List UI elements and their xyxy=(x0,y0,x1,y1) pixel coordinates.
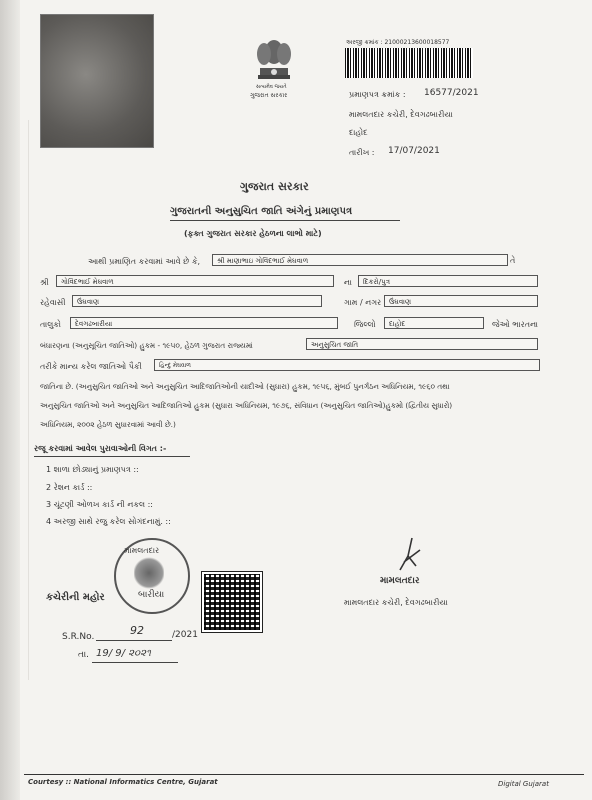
seal-place: બારીયા xyxy=(138,590,165,600)
application-serial: અરજી ક્રમાંક : 21000213600018577 xyxy=(346,39,450,46)
documents-heading: રજૂ કરવામાં આવેલ પુરાવાઓની વિગત :- xyxy=(34,444,167,453)
page-fold-shadow xyxy=(0,0,20,800)
village-label: ગામ / નગર xyxy=(344,298,382,307)
documents-heading-underline xyxy=(34,456,190,457)
relation-field: દિકરો/પુત્ર xyxy=(358,275,538,287)
gov-title: ગુજરાત સરકાર xyxy=(240,180,309,193)
footer-divider xyxy=(24,774,584,775)
shri-label: શ્રી xyxy=(40,278,49,287)
cert-no: 16577/2021 xyxy=(424,88,479,98)
issue-date-label: તારીખ : xyxy=(349,148,375,157)
srno-value: 92 xyxy=(130,624,144,637)
taluka-field: દેવગઢબારીયા xyxy=(70,317,338,329)
document-item: 3 ચૂંટણી ઓળખ કાર્ડ ની નકલ :: xyxy=(46,500,153,509)
national-emblem-icon xyxy=(246,28,302,84)
title-underline xyxy=(170,220,400,221)
applicant-name-field: ગોવિંદભાઈ મેઘવાળ xyxy=(56,275,334,287)
seal-text: મામલતદાર xyxy=(124,546,160,555)
document-item: 2 રેશન કાર્ડ :: xyxy=(46,483,93,492)
village-field: ઉંઘવાણ xyxy=(72,295,322,307)
document-item: 4 અરજી સાથે રજુ કરેલ સોગંદનામું. :: xyxy=(46,517,171,526)
brand-text: Digital Gujarat xyxy=(498,780,549,788)
legal-para-line-2: અનુસુચિત જાતિઓ અને અનુસુચિત આદિજાતિઓ હુકમ (સુધારા અધિનિયમ, ૧૯૭૬, સંવિધાન (અનુસુચિત જાતિઓ)હુકમો (દ્વિતીય સુધારો) xyxy=(40,401,453,410)
recognized-text: તરીકે માન્ય કરેલ જાતિઓ પૈકી xyxy=(40,362,142,371)
resident-label: રહેવાસી xyxy=(40,298,66,307)
cert-no-label: પ્રમાણપત્ર ક્રમાંક : xyxy=(349,90,406,99)
applicant-photo xyxy=(40,14,154,148)
district-label: જિલ્લો xyxy=(354,320,376,329)
stamp-date: 19/ 9/ ૨૦૨૧ xyxy=(96,648,151,659)
line1-end: તે xyxy=(510,256,516,265)
legal-para-line-1: જાતિના છે. (અનુસુચિત જાતિઓ અને અનુસુચિત આદિજાતિઓની યાદીઓ (સુધારા) હુકમ, ૧૯૫૬, મુંબઈ પુનર્ગઠન અધિનિયમ, ૧૯૬૦ તથા xyxy=(40,382,450,391)
caste-field: હિન્દુ મેઘવાળ xyxy=(154,359,540,371)
seal-emblem-icon xyxy=(134,556,164,590)
legal-para-line-3: અધિનિયમ, ૨૦૦૨ હેઠળ સુધારવામાં આવી છે.) xyxy=(40,420,176,429)
office-seal-label: કચેરીની મહોર xyxy=(46,592,105,603)
fold-line xyxy=(28,120,29,680)
signatory-office: મામલતદાર કચેરી, દેવગઢબારીયા xyxy=(344,598,448,607)
issuing-office: મામલતદાર કચેરી, દેવગઢબારીયા xyxy=(349,110,453,119)
india-text: જેઓ ભારતના xyxy=(492,320,539,329)
relation-label: ના xyxy=(344,278,352,287)
certificate-title: ગુજરાતની અનુસુચિત જાતિ અંગેનું પ્રમાણપત્ર xyxy=(170,206,353,217)
srno-label: S.R.No. xyxy=(62,632,95,642)
emblem-caption: સત્યમેવ જયતે xyxy=(256,84,287,90)
qr-code xyxy=(202,572,262,632)
document-item: 1 શાળા છોડ્યાનું પ્રમાણપત્ર :: xyxy=(46,465,139,474)
village-field-2: ઉંઘવાણ xyxy=(384,295,538,307)
barcode xyxy=(345,48,473,78)
courtesy-text: Courtesy :: National Informatics Centre, Gujarat xyxy=(28,778,218,786)
father-name-field: શ્રી માણાભાઇ ગોવિંદભાઈ મેઘવાળ xyxy=(212,254,508,266)
order-text: બંધારણના (અનુસૂચિત જાતિઓ) હુકમ - ૧૯૫૦, હેઠળ ગુજરાત રાજ્યમાં xyxy=(40,341,253,350)
district-field: દાહોદ xyxy=(384,317,484,329)
srno-underline xyxy=(96,640,172,641)
signatory-title: મામલતદાર xyxy=(380,576,420,586)
stamp-date-label: તા. xyxy=(78,650,90,660)
taluka-label: તાલુકો xyxy=(40,320,61,329)
category-field: અનુસુચિત જાતિ xyxy=(306,338,538,350)
srno-year: /2021 xyxy=(172,630,198,640)
stamp-date-underline xyxy=(92,662,178,663)
officer-signature xyxy=(390,536,430,576)
certificate-subtitle: (ફક્ત ગુજરાત સરકાર હેઠળના લાભો માટે) xyxy=(184,229,322,238)
issue-date: 17/07/2021 xyxy=(388,146,440,156)
issuing-district: દાહોદ xyxy=(349,128,368,137)
certify-prefix: આથી પ્રમાણિત કરવામાં આવે છે કે, xyxy=(88,257,201,266)
emblem-org: ગુજરાત સરકાર xyxy=(250,92,288,99)
